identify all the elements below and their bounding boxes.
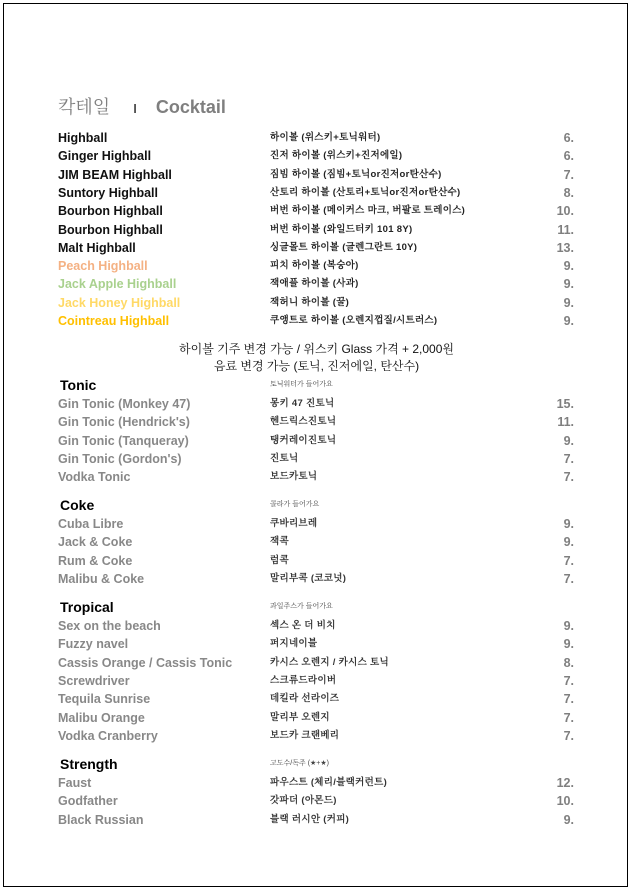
menu-item — [58, 635, 574, 653]
item-korean-name: 산토리 하이볼 (산토리+토닉or진저or탄산수) — [270, 187, 461, 198]
item-name: Malt Highball — [58, 241, 136, 255]
title-korean: 칵테일 — [58, 97, 111, 117]
menu-item — [58, 129, 574, 147]
menu-item — [58, 533, 574, 551]
item-price: 9. — [563, 259, 574, 273]
menu-item — [58, 727, 574, 745]
item-korean-name: 파우스트 (체리/블랙커런트) — [270, 777, 388, 788]
item-korean-name: 피치 하이볼 (복숭아) — [270, 260, 359, 271]
item-korean-name: 진토닉 — [270, 453, 299, 464]
item-price: 10. — [556, 794, 574, 808]
item-korean-name: 진저 하이볼 (위스키+진저에일) — [270, 150, 403, 161]
item-korean-name: 잭허니 하이볼 (꿀) — [270, 297, 350, 308]
item-name: Sex on the beach — [58, 619, 161, 633]
item-name: Jack Apple Highball — [58, 277, 177, 291]
menu-item — [58, 184, 574, 202]
category-note: 토닉워터가 들어가요 — [270, 381, 333, 388]
item-name: Rum & Coke — [58, 554, 133, 568]
item-korean-name: 데킬라 선라이즈 — [270, 693, 340, 704]
item-korean-name: 탱커레이진토닉 — [270, 435, 337, 446]
menu-item — [58, 413, 574, 431]
highball-note: 하이볼 기주 변경 가능 / 위스키 Glass 가격 + 2,000원 — [179, 342, 454, 356]
item-price: 9. — [563, 296, 574, 310]
menu-item — [58, 690, 574, 708]
menu-item — [58, 515, 574, 533]
item-name: Gin Tonic (Tanqueray) — [58, 434, 189, 448]
item-price: 9. — [563, 517, 574, 531]
menu-item — [58, 774, 574, 792]
item-price: 9. — [563, 277, 574, 291]
item-korean-name: 퍼지네이블 — [270, 638, 318, 649]
item-name: Gin Tonic (Hendrick's) — [58, 415, 190, 429]
item-korean-name: 섹스 온 더 비치 — [270, 620, 336, 631]
item-price: 11. — [557, 415, 574, 429]
item-price: 7. — [563, 692, 574, 706]
item-korean-name: 갓파더 (아몬드) — [270, 795, 337, 806]
item-korean-name: 럼콕 — [270, 555, 289, 566]
category-note: 고도수/독주 (★+★) — [270, 760, 330, 767]
item-name: Cointreau Highball — [58, 314, 170, 328]
highball-note: 음료 변경 가능 (토닉, 진저에일, 탄산수) — [213, 359, 420, 373]
item-korean-name: 헨드릭스진토닉 — [270, 416, 337, 427]
item-korean-name: 말리부콕 (코코넛) — [270, 573, 347, 584]
item-name: Malibu & Coke — [58, 572, 145, 586]
item-name: Suntory Highball — [58, 186, 158, 200]
item-name: Ginger Highball — [58, 149, 152, 163]
page-title — [58, 93, 226, 119]
category-header — [58, 598, 574, 616]
item-name: JIM BEAM Highball — [58, 168, 172, 182]
item-name: Jack & Coke — [58, 535, 133, 549]
item-name: Vodka Tonic — [58, 470, 131, 484]
item-korean-name: 짐빔 하이볼 (짐빔+토닉or진저or탄산수) — [270, 169, 442, 180]
menu-item — [58, 395, 574, 413]
item-price: 15. — [556, 397, 574, 411]
title-english: Cocktail — [155, 97, 226, 117]
item-name: Tequila Sunrise — [58, 692, 151, 706]
item-korean-name: 블랙 러시안 (커피) — [270, 814, 350, 825]
category-header — [58, 496, 574, 514]
item-korean-name: 스크류드라이버 — [270, 675, 337, 686]
item-price: 7. — [563, 572, 574, 586]
menu-item — [58, 617, 574, 635]
menu-item — [58, 202, 574, 220]
item-price: 7. — [563, 554, 574, 568]
menu-item — [58, 275, 574, 293]
item-name: Faust — [58, 776, 92, 790]
menu-item — [58, 221, 574, 239]
item-name: Cuba Libre — [58, 517, 124, 531]
item-korean-name: 하이볼 (위스키+토닉워터) — [270, 132, 381, 143]
item-name: Screwdriver — [58, 674, 130, 688]
item-price: 7. — [563, 470, 574, 484]
item-price: 10. — [556, 204, 574, 218]
item-name: Bourbon Highball — [58, 223, 163, 237]
item-price: 11. — [557, 223, 574, 237]
menu-item — [58, 811, 574, 829]
menu-item — [58, 570, 574, 588]
menu-item — [58, 294, 574, 312]
item-name: Fuzzy navel — [58, 637, 129, 651]
item-korean-name: 말리부 오렌지 — [270, 712, 330, 723]
menu-item — [58, 312, 574, 330]
item-korean-name: 버번 하이볼 (와일드터키 101 8Y) — [270, 224, 413, 235]
item-korean-name: 카시스 오렌지 / 카시스 토닉 — [270, 657, 389, 668]
item-name: Highball — [58, 131, 108, 145]
item-price: 7. — [563, 729, 574, 743]
item-korean-name: 몽키 47 진토닉 — [270, 398, 335, 409]
item-name: Bourbon Highball — [58, 204, 163, 218]
menu-item — [58, 709, 574, 727]
item-name: Gin Tonic (Gordon's) — [58, 452, 182, 466]
item-name: Godfather — [58, 794, 118, 808]
item-price: 6. — [563, 149, 574, 163]
category-note: 과일주스가 들어가요 — [270, 603, 333, 610]
item-price: 9. — [563, 535, 574, 549]
menu-item — [58, 239, 574, 257]
menu-item — [58, 552, 574, 570]
category-name: Strength — [60, 756, 118, 772]
menu-item — [58, 654, 574, 672]
item-name: Black Russian — [58, 813, 144, 827]
menu-item — [58, 166, 574, 184]
menu-item — [58, 450, 574, 468]
item-korean-name: 쿠바리브레 — [270, 518, 318, 529]
item-price: 9. — [563, 314, 574, 328]
item-korean-name: 잭콕 — [270, 536, 289, 547]
item-price: 7. — [563, 168, 574, 182]
item-price: 13. — [556, 241, 574, 255]
menu-item — [58, 672, 574, 690]
item-korean-name: 보드카토닉 — [270, 471, 318, 482]
item-price: 9. — [563, 434, 574, 448]
item-price: 12. — [556, 776, 574, 790]
item-price: 6. — [563, 131, 574, 145]
item-korean-name: 보드카 크랜베리 — [270, 730, 340, 741]
title-separator: I — [133, 101, 137, 116]
item-name: Gin Tonic (Monkey 47) — [58, 397, 191, 411]
category-header — [58, 755, 574, 773]
item-price: 7. — [563, 711, 574, 725]
item-korean-name: 싱글몰트 하이볼 (글렌그란트 10Y) — [270, 242, 418, 253]
category-name: Tonic — [60, 377, 97, 393]
item-name: Vodka Cranberry — [58, 729, 158, 743]
menu-item — [58, 147, 574, 165]
category-name: Coke — [60, 497, 95, 513]
menu-item — [58, 792, 574, 810]
item-name: Cassis Orange / Cassis Tonic — [58, 656, 233, 670]
item-name: Malibu Orange — [58, 711, 145, 725]
item-price: 8. — [563, 656, 574, 670]
menu-item — [58, 257, 574, 275]
item-korean-name: 버번 하이볼 (메이커스 마크, 버팔로 트레이스) — [270, 205, 466, 216]
category-name: Tropical — [60, 599, 114, 615]
category-header — [58, 376, 574, 394]
item-price: 9. — [563, 637, 574, 651]
item-name: Jack Honey Highball — [58, 296, 181, 310]
item-korean-name: 쿠앵트로 하이볼 (오렌지껍질/시트러스) — [270, 315, 438, 326]
item-name: Peach Highball — [58, 259, 148, 273]
item-price: 9. — [563, 619, 574, 633]
item-price: 9. — [563, 813, 574, 827]
item-korean-name: 잭애플 하이볼 (사과) — [270, 278, 359, 289]
item-price: 7. — [563, 674, 574, 688]
menu-item — [58, 432, 574, 450]
item-price: 7. — [563, 452, 574, 466]
menu-item — [58, 468, 574, 486]
item-price: 8. — [563, 186, 574, 200]
category-note: 콜라가 들어가요 — [270, 501, 320, 508]
